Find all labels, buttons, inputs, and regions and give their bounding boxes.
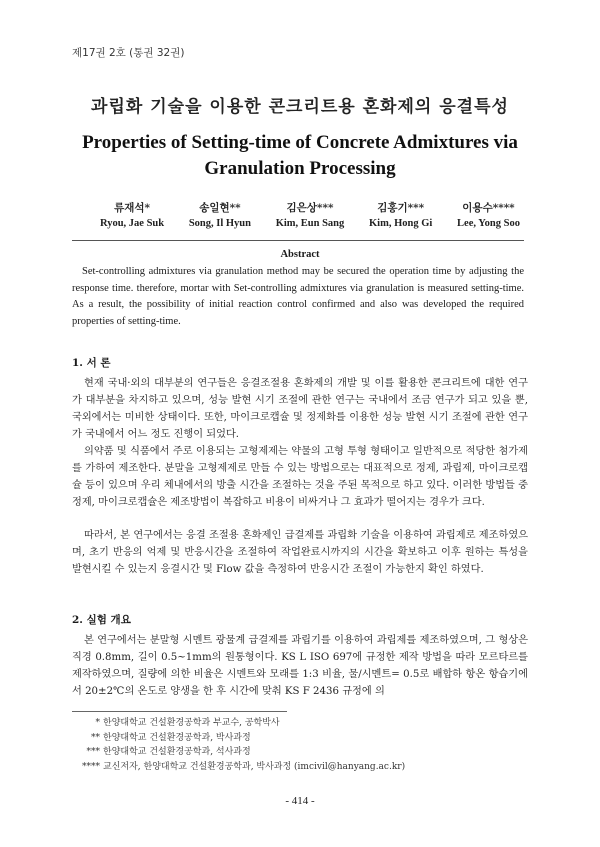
page-number: - 414 -: [285, 795, 315, 807]
abstract-text: Set-controlling admixtures via granulation method may be secured the operation time by adjusting the response time. therefore, mortar with Set-controlling admixtures via granulation is measured setting-time. As a result, the possibility of initial reaction control confirmed and also was developed the required properties of setting-time.: [72, 266, 524, 327]
author-name-ko: 김은상***: [286, 202, 334, 214]
author-name-en: Kim, Hong Gi: [369, 218, 433, 229]
footnote-text: 한양대학교 건설환경공학과, 석사과정: [103, 747, 251, 757]
author-name-en: Lee, Yong Soo: [457, 218, 520, 229]
author-name-en: Song, Il Hyun: [188, 218, 251, 229]
footnotes: [72, 716, 405, 774]
footnote-item: [72, 716, 405, 731]
footnote-mark: ***: [86, 747, 100, 757]
footnote-item: [72, 731, 405, 746]
header-divider: [72, 240, 524, 241]
author-name-en: Kim, Eun Sang: [275, 218, 345, 229]
experiment-paragraph-1: 본 연구에서는 분말형 시멘트 광물계 급결제를 과립기를 이용하여 과립제를 제조하였으며, 그 형상은 직경 0.8mm, 길이 0.5~1mm의 원통형이다. KS L ISO 697에 규정한 제작 방법을 따라 모르타르를 제작하였으며, 질량에 의한 비율은 시멘트와 모래를 1:3 비율, 물/시멘트= 0.5로 배합하 항온 항습기에서 20±2℃의 온도로 양생을 한 후 시간에 맞춰 KS F 2436 규정에 의: [72, 635, 528, 697]
section-heading-introduction: 1. 서 론: [72, 357, 111, 369]
footnote-text: 교신저자, 한양대학교 건설환경공학과, 박사과정 (imcivil@hanyang.ac.kr): [103, 761, 406, 772]
korean-title: 과립화 기술을 이용한 콘크리트용 혼화제의 응결특성: [91, 97, 509, 117]
footnote-mark: **: [91, 732, 100, 743]
intro-paragraph-3: 따라서, 본 연구에서는 응결 조절용 혼화제인 급결제를 과립화 기술을 이용하여 과립제로 제조하였으며, 초기 반응의 억제 및 반응시간을 조절하여 작업완료시까지의 시간을 확보하고 이후 원하는 특성을 발현시킬 수 있는지 응결시간 및 Flow 값을 측정하여 반응시간 조절이 가능한지 확인 하였다.: [72, 530, 528, 575]
footnote-item: [72, 760, 405, 775]
section-heading-experiment: 2. 실험 개요: [72, 614, 131, 626]
english-title: Properties of Setting-time of Concrete Admixtures via Granulation Processing: [82, 132, 518, 179]
footnote-text: 한양대학교 건설환경공학과, 박사과정: [103, 732, 251, 743]
author-2: [189, 200, 251, 232]
author-list: [100, 200, 520, 232]
author-3: [276, 200, 345, 232]
journal-issue: 제17권 2호 (통권 32권): [72, 47, 185, 59]
footnote-item: [72, 745, 405, 760]
author-name-en: Ryou, Jae Suk: [100, 218, 165, 229]
footnote-mark: *: [95, 718, 100, 728]
author-1: [100, 200, 164, 232]
intro-paragraph-1: 현재 국내·외의 대부분의 연구들은 응결조절용 혼화제의 개발 및 이를 활용한 콘크리트에 대한 연구가 대부분을 차지하고 있으며, 성능 발현 시기 조절에 관한 연구는 국내에서 조금 연구가 되고 있을 뿐, 국외에서는 미비한 상태이다. 또한, 마이크로캡슐 및 정제화를 이용한 성능 발현 시기 조절에 관한 연구가 국내에서 어느 정도 진행이 되었다.: [72, 378, 528, 440]
author-name-ko: 이용수****: [462, 202, 515, 214]
author-4: [369, 200, 432, 232]
author-name-ko: 송일현**: [199, 202, 241, 214]
author-name-ko: 류재석*: [114, 202, 151, 214]
abstract-heading: Abstract: [280, 249, 320, 260]
footnote-text: 한양대학교 건설환경공학과 부교수, 공학박사: [103, 718, 280, 728]
footnote-mark: ****: [82, 761, 100, 772]
footnote-divider: [72, 711, 287, 712]
author-5: [457, 200, 520, 232]
author-name-ko: 김홍기***: [377, 202, 425, 214]
intro-paragraph-2: 의약품 및 식품에서 주로 이용되는 고형제제는 약물의 고형 투형 형태이고 일반적으로 적당한 첨가제를 가하여 제조한다. 분말을 고형제제로 만들 수 있는 방법으로는 대표적으로 정제, 과립제, 마이크로캡슐 등이 있으며 우리 체내에서의 방출 시간을 조절하는 것을 주된 목적으로 하고 있다. 이러한 방법들 중 정제, 마이크로캡슐은 제조방법이 복잡하고 비용이 비싸거나 그 효과가 떨어지는 경우가 크다.: [72, 446, 528, 508]
